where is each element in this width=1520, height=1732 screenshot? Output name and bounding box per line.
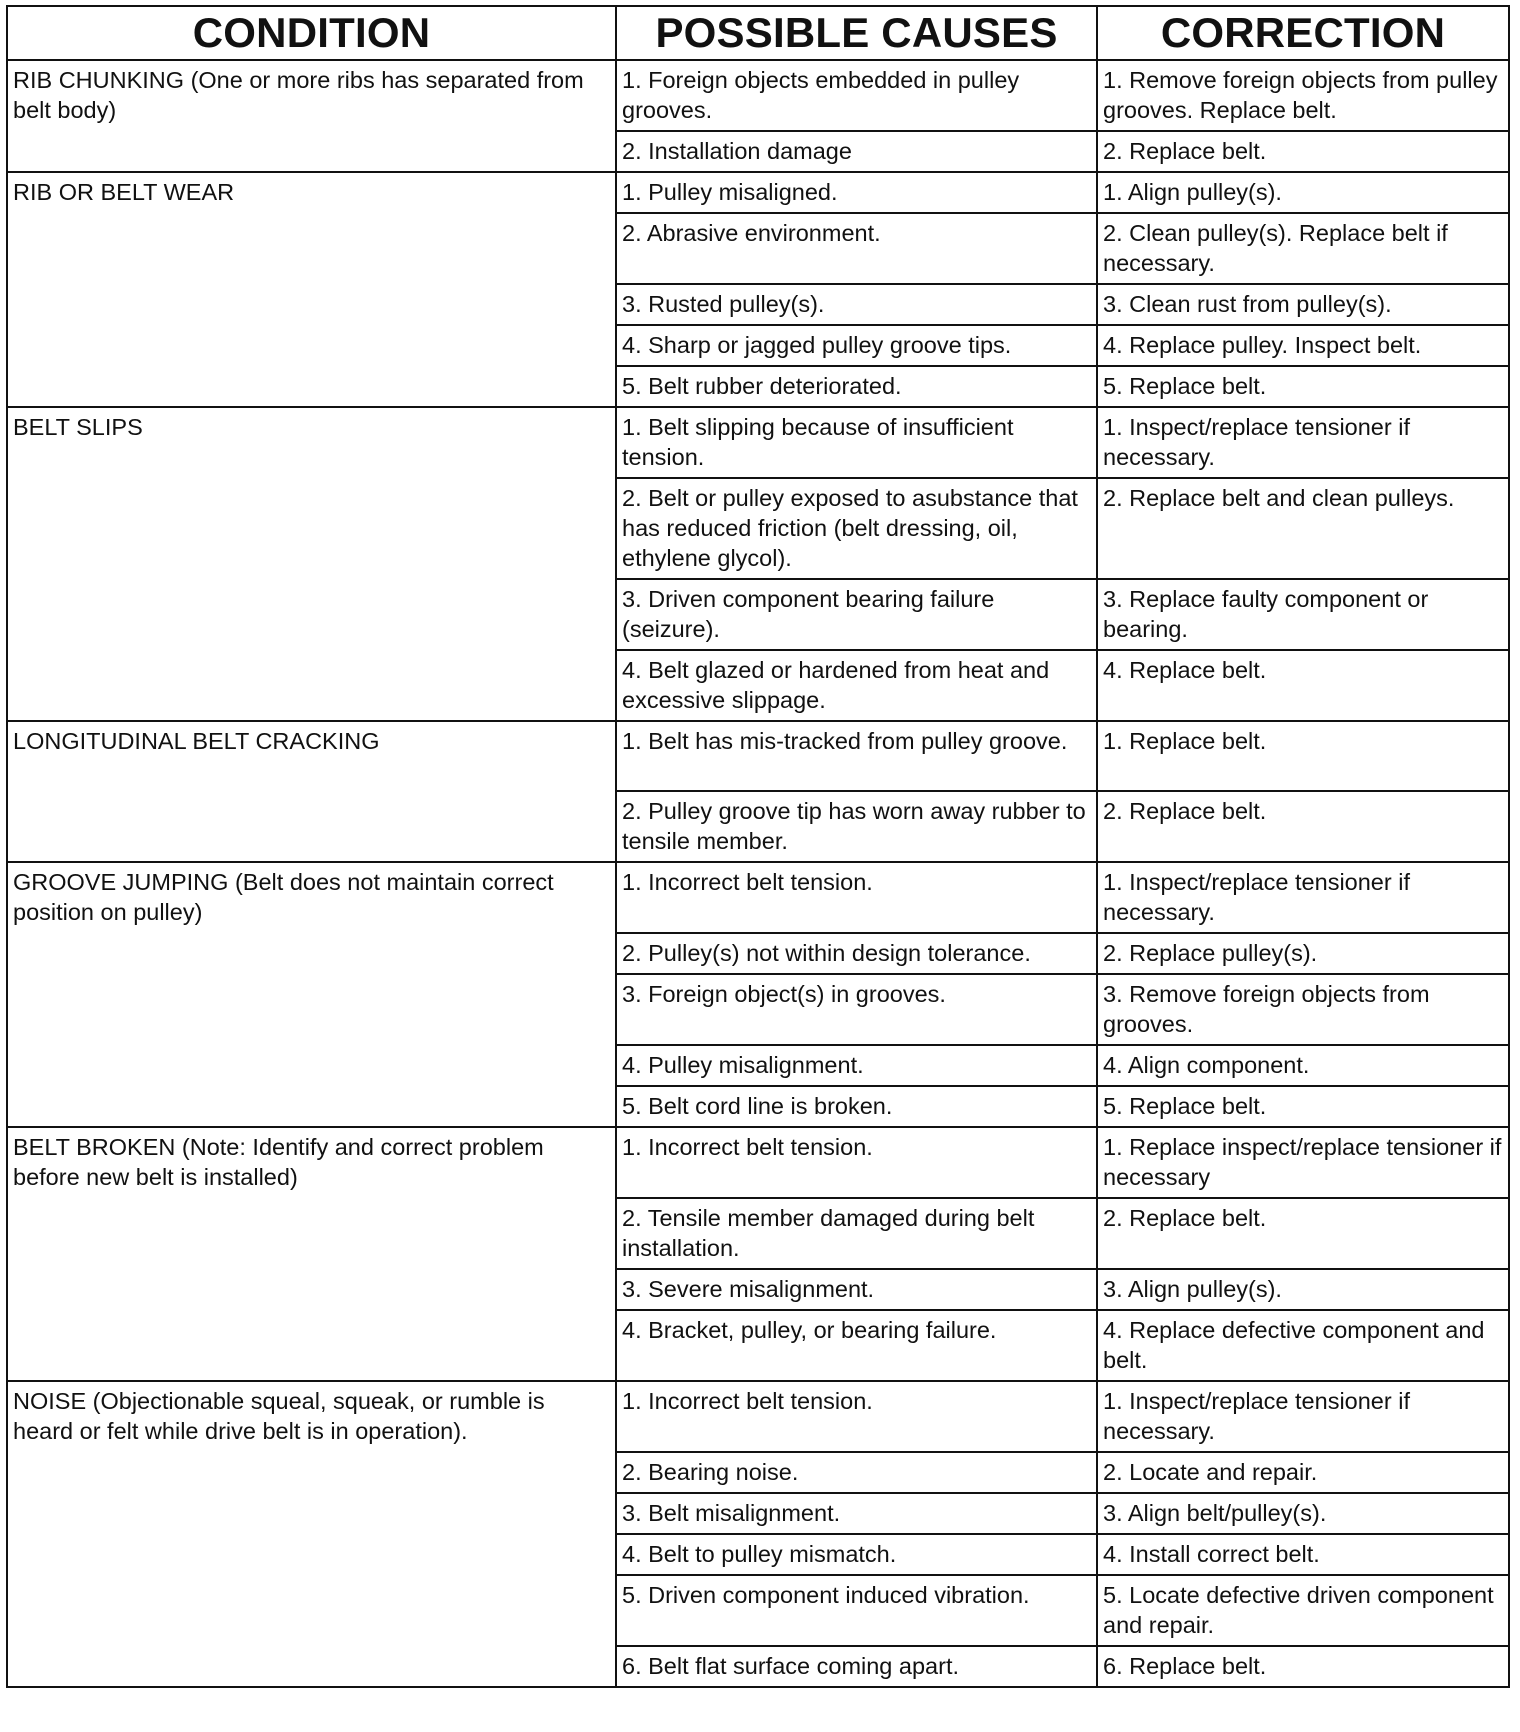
correction-cell: 3. Replace faulty component or bearing. bbox=[1097, 579, 1509, 650]
correction-cell: 2. Replace belt. bbox=[1097, 1198, 1509, 1269]
possible-cause-cell: 2. Abrasive environment. bbox=[616, 213, 1097, 284]
possible-cause-cell: 1. Incorrect belt tension. bbox=[616, 1127, 1097, 1198]
possible-cause-cell: 4. Belt glazed or hardened from heat and excessive slippage. bbox=[616, 650, 1097, 721]
table-row bbox=[7, 862, 1509, 933]
correction-cell: 2. Replace belt. bbox=[1097, 791, 1509, 862]
correction-cell: 5. Replace belt. bbox=[1097, 1086, 1509, 1127]
possible-cause-cell: 6. Belt flat surface coming apart. bbox=[616, 1646, 1097, 1687]
header-row bbox=[7, 6, 1509, 60]
correction-cell: 2. Replace belt and clean pulleys. bbox=[1097, 478, 1509, 579]
correction-cell: 1. Replace inspect/replace tensioner if necessary bbox=[1097, 1127, 1509, 1198]
possible-cause-cell: 4. Bracket, pulley, or bearing failure. bbox=[616, 1310, 1097, 1381]
correction-cell: 2. Locate and repair. bbox=[1097, 1452, 1509, 1493]
correction-cell: 2. Replace belt. bbox=[1097, 131, 1509, 172]
possible-cause-cell: 1. Belt has mis-tracked from pulley groove. bbox=[616, 721, 1097, 791]
possible-cause-cell: 1. Incorrect belt tension. bbox=[616, 1381, 1097, 1452]
table-row bbox=[7, 60, 1509, 131]
possible-cause-cell: 2. Belt or pulley exposed to asubstance that has reduced friction (belt dressing, oil, ethylene glycol). bbox=[616, 478, 1097, 579]
possible-cause-cell: 1. Foreign objects embedded in pulley grooves. bbox=[616, 60, 1097, 131]
possible-cause-cell: 2. Installation damage bbox=[616, 131, 1097, 172]
correction-cell: 5. Replace belt. bbox=[1097, 366, 1509, 407]
possible-cause-cell: 5. Driven component induced vibration. bbox=[616, 1575, 1097, 1646]
correction-cell: 5. Locate defective driven component and repair. bbox=[1097, 1575, 1509, 1646]
possible-cause-cell: 5. Belt cord line is broken. bbox=[616, 1086, 1097, 1127]
possible-cause-cell: 3. Driven component bearing failure (seizure). bbox=[616, 579, 1097, 650]
correction-cell: 3. Clean rust from pulley(s). bbox=[1097, 284, 1509, 325]
possible-cause-cell: 1. Incorrect belt tension. bbox=[616, 862, 1097, 933]
correction-cell: 4. Align component. bbox=[1097, 1045, 1509, 1086]
correction-cell: 4. Replace pulley. Inspect belt. bbox=[1097, 325, 1509, 366]
possible-cause-cell: 1. Belt slipping because of insufficient tension. bbox=[616, 407, 1097, 478]
condition-cell: RIB OR BELT WEAR bbox=[7, 172, 616, 407]
possible-cause-cell: 4. Belt to pulley mismatch. bbox=[616, 1534, 1097, 1575]
correction-cell: 2. Clean pulley(s). Replace belt if necessary. bbox=[1097, 213, 1509, 284]
possible-cause-cell: 2. Pulley(s) not within design tolerance. bbox=[616, 933, 1097, 974]
possible-cause-cell: 3. Belt misalignment. bbox=[616, 1493, 1097, 1534]
condition-cell: NOISE (Objectionable squeal, squeak, or rumble is heard or felt while drive belt is in operation). bbox=[7, 1381, 616, 1687]
correction-cell: 3. Remove foreign objects from grooves. bbox=[1097, 974, 1509, 1045]
correction-cell: 4. Replace defective component and belt. bbox=[1097, 1310, 1509, 1381]
possible-cause-cell: 2. Bearing noise. bbox=[616, 1452, 1097, 1493]
correction-cell: 4. Install correct belt. bbox=[1097, 1534, 1509, 1575]
condition-cell: BELT SLIPS bbox=[7, 407, 616, 721]
table-row bbox=[7, 407, 1509, 478]
correction-cell: 3. Align pulley(s). bbox=[1097, 1269, 1509, 1310]
possible-cause-cell: 1. Pulley misaligned. bbox=[616, 172, 1097, 213]
correction-cell: 4. Replace belt. bbox=[1097, 650, 1509, 721]
possible-cause-cell: 4. Sharp or jagged pulley groove tips. bbox=[616, 325, 1097, 366]
correction-cell: 1. Inspect/replace tensioner if necessary. bbox=[1097, 1381, 1509, 1452]
table-row bbox=[7, 172, 1509, 213]
possible-cause-cell: 3. Foreign object(s) in grooves. bbox=[616, 974, 1097, 1045]
header-possible-causes: POSSIBLE CAUSES bbox=[616, 6, 1097, 60]
correction-cell: 1. Inspect/replace tensioner if necessary. bbox=[1097, 407, 1509, 478]
possible-cause-cell: 2. Tensile member damaged during belt installation. bbox=[616, 1198, 1097, 1269]
possible-cause-cell: 3. Rusted pulley(s). bbox=[616, 284, 1097, 325]
correction-cell: 2. Replace pulley(s). bbox=[1097, 933, 1509, 974]
diagnosis-table bbox=[6, 5, 1510, 1688]
condition-cell: BELT BROKEN (Note: Identify and correct problem before new belt is installed) bbox=[7, 1127, 616, 1381]
correction-cell: 6. Replace belt. bbox=[1097, 1646, 1509, 1687]
table-row bbox=[7, 1127, 1509, 1198]
possible-cause-cell: 4. Pulley misalignment. bbox=[616, 1045, 1097, 1086]
possible-cause-cell: 2. Pulley groove tip has worn away rubber to tensile member. bbox=[616, 791, 1097, 862]
table-body bbox=[7, 60, 1509, 1687]
header-condition: CONDITION bbox=[7, 6, 616, 60]
possible-cause-cell: 5. Belt rubber deteriorated. bbox=[616, 366, 1097, 407]
header-correction: CORRECTION bbox=[1097, 6, 1509, 60]
condition-cell: GROOVE JUMPING (Belt does not maintain correct position on pulley) bbox=[7, 862, 616, 1127]
possible-cause-cell: 3. Severe misalignment. bbox=[616, 1269, 1097, 1310]
table-row bbox=[7, 1381, 1509, 1452]
correction-cell: 3. Align belt/pulley(s). bbox=[1097, 1493, 1509, 1534]
correction-cell: 1. Remove foreign objects from pulley grooves. Replace belt. bbox=[1097, 60, 1509, 131]
correction-cell: 1. Inspect/replace tensioner if necessary. bbox=[1097, 862, 1509, 933]
condition-cell: LONGITUDINAL BELT CRACKING bbox=[7, 721, 616, 862]
condition-cell: RIB CHUNKING (One or more ribs has separated from belt body) bbox=[7, 60, 616, 172]
correction-cell: 1. Align pulley(s). bbox=[1097, 172, 1509, 213]
table-row bbox=[7, 721, 1509, 791]
correction-cell: 1. Replace belt. bbox=[1097, 721, 1509, 791]
